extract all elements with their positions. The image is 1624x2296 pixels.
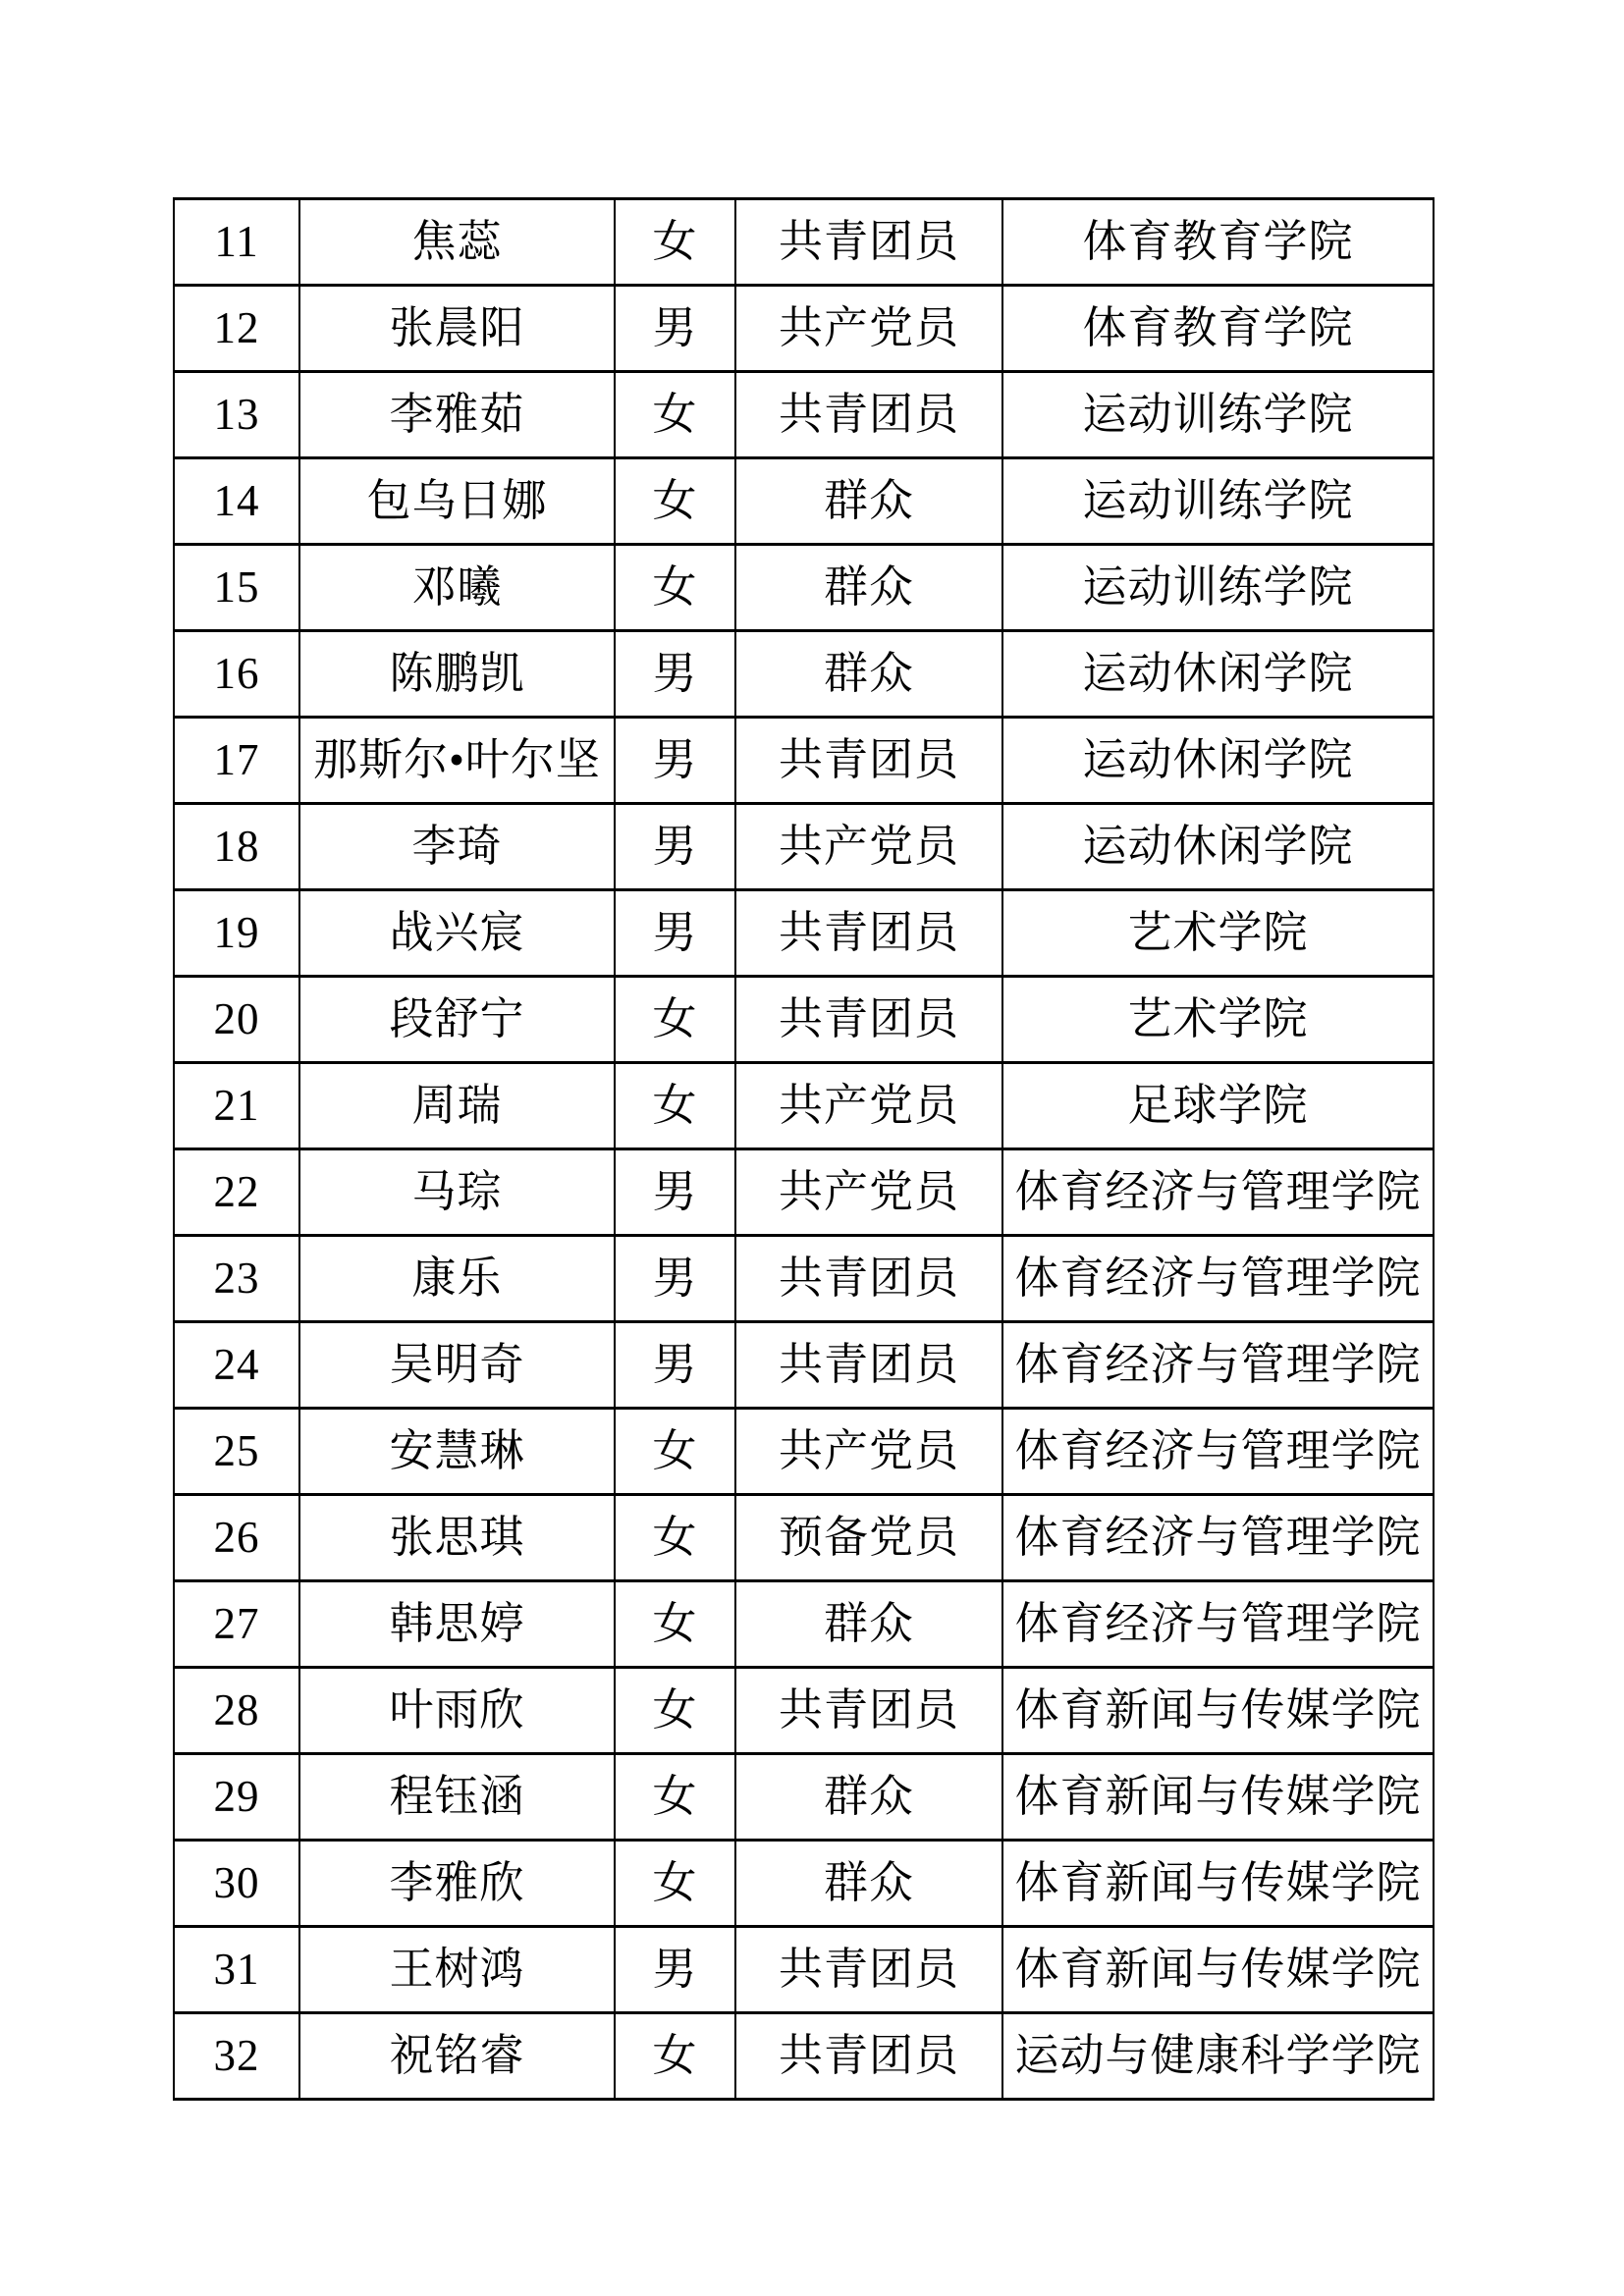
college-cell: 体育经济与管理学院 [1002, 1236, 1434, 1322]
college-cell: 运动与健康科学学院 [1002, 2013, 1434, 2100]
index-cell: 12 [174, 286, 299, 372]
political-status-cell: 共青团员 [735, 718, 1002, 804]
political-status-cell: 共青团员 [735, 977, 1002, 1063]
name-cell: 张晨阳 [299, 286, 615, 372]
gender-cell: 男 [615, 1149, 735, 1236]
index-cell: 22 [174, 1149, 299, 1236]
political-status-cell: 群众 [735, 1754, 1002, 1841]
political-status-cell: 群众 [735, 1841, 1002, 1927]
table-body [174, 199, 1434, 2100]
gender-cell: 女 [615, 1841, 735, 1927]
name-cell: 李雅茹 [299, 372, 615, 458]
college-cell: 运动训练学院 [1002, 458, 1434, 545]
table-row [174, 804, 1434, 890]
gender-cell: 男 [615, 1322, 735, 1409]
table-row [174, 286, 1434, 372]
table-row [174, 458, 1434, 545]
college-cell: 体育经济与管理学院 [1002, 1495, 1434, 1581]
index-cell: 11 [174, 199, 299, 286]
name-cell: 祝铭睿 [299, 2013, 615, 2100]
index-cell: 24 [174, 1322, 299, 1409]
name-cell: 程钰涵 [299, 1754, 615, 1841]
name-cell: 那斯尔•叶尔坚 [299, 718, 615, 804]
table-row [174, 199, 1434, 286]
political-status-cell: 共青团员 [735, 2013, 1002, 2100]
index-cell: 25 [174, 1409, 299, 1495]
college-cell: 艺术学院 [1002, 977, 1434, 1063]
gender-cell: 女 [615, 372, 735, 458]
political-status-cell: 共产党员 [735, 1063, 1002, 1149]
gender-cell: 女 [615, 977, 735, 1063]
gender-cell: 女 [615, 1668, 735, 1754]
table-row [174, 1236, 1434, 1322]
table-row [174, 631, 1434, 718]
college-cell: 体育新闻与传媒学院 [1002, 1668, 1434, 1754]
gender-cell: 女 [615, 1495, 735, 1581]
name-cell: 段舒宁 [299, 977, 615, 1063]
gender-cell: 男 [615, 1236, 735, 1322]
table-row [174, 1495, 1434, 1581]
index-cell: 28 [174, 1668, 299, 1754]
political-status-cell: 共青团员 [735, 199, 1002, 286]
name-cell: 周瑞 [299, 1063, 615, 1149]
political-status-cell: 共青团员 [735, 1322, 1002, 1409]
college-cell: 体育经济与管理学院 [1002, 1581, 1434, 1668]
political-status-cell: 共产党员 [735, 804, 1002, 890]
table-row [174, 545, 1434, 631]
name-cell: 焦蕊 [299, 199, 615, 286]
college-cell: 艺术学院 [1002, 890, 1434, 977]
name-cell: 吴明奇 [299, 1322, 615, 1409]
table-row [174, 372, 1434, 458]
gender-cell: 男 [615, 286, 735, 372]
gender-cell: 女 [615, 1581, 735, 1668]
table-row [174, 1754, 1434, 1841]
gender-cell: 男 [615, 718, 735, 804]
name-cell: 李琦 [299, 804, 615, 890]
table-row [174, 1322, 1434, 1409]
gender-cell: 女 [615, 1063, 735, 1149]
gender-cell: 男 [615, 804, 735, 890]
gender-cell: 男 [615, 890, 735, 977]
table-row [174, 718, 1434, 804]
political-status-cell: 共产党员 [735, 286, 1002, 372]
index-cell: 15 [174, 545, 299, 631]
name-cell: 韩思婷 [299, 1581, 615, 1668]
college-cell: 体育教育学院 [1002, 199, 1434, 286]
index-cell: 16 [174, 631, 299, 718]
political-status-cell: 共青团员 [735, 372, 1002, 458]
gender-cell: 女 [615, 199, 735, 286]
index-cell: 23 [174, 1236, 299, 1322]
political-status-cell: 共青团员 [735, 890, 1002, 977]
table-row [174, 1668, 1434, 1754]
table-row [174, 2013, 1434, 2100]
name-cell: 战兴宸 [299, 890, 615, 977]
index-cell: 27 [174, 1581, 299, 1668]
name-cell: 邓曦 [299, 545, 615, 631]
table-row [174, 1581, 1434, 1668]
gender-cell: 女 [615, 1409, 735, 1495]
index-cell: 14 [174, 458, 299, 545]
college-cell: 运动训练学院 [1002, 372, 1434, 458]
table-row [174, 890, 1434, 977]
college-cell: 运动休闲学院 [1002, 631, 1434, 718]
college-cell: 体育经济与管理学院 [1002, 1322, 1434, 1409]
index-cell: 21 [174, 1063, 299, 1149]
political-status-cell: 群众 [735, 631, 1002, 718]
college-cell: 体育经济与管理学院 [1002, 1409, 1434, 1495]
political-status-cell: 共青团员 [735, 1927, 1002, 2013]
table-row [174, 1149, 1434, 1236]
name-cell: 王树鸿 [299, 1927, 615, 2013]
political-status-cell: 共产党员 [735, 1149, 1002, 1236]
political-status-cell: 共青团员 [735, 1668, 1002, 1754]
gender-cell: 女 [615, 1754, 735, 1841]
college-cell: 运动训练学院 [1002, 545, 1434, 631]
index-cell: 29 [174, 1754, 299, 1841]
name-cell: 叶雨欣 [299, 1668, 615, 1754]
name-cell: 马琮 [299, 1149, 615, 1236]
political-status-cell: 群众 [735, 545, 1002, 631]
index-cell: 19 [174, 890, 299, 977]
political-status-cell: 预备党员 [735, 1495, 1002, 1581]
political-status-cell: 群众 [735, 458, 1002, 545]
name-cell: 张思琪 [299, 1495, 615, 1581]
gender-cell: 女 [615, 2013, 735, 2100]
table-row [174, 1841, 1434, 1927]
student-roster-table [173, 197, 1435, 2101]
college-cell: 运动休闲学院 [1002, 718, 1434, 804]
name-cell: 李雅欣 [299, 1841, 615, 1927]
name-cell: 包乌日娜 [299, 458, 615, 545]
college-cell: 体育教育学院 [1002, 286, 1434, 372]
index-cell: 32 [174, 2013, 299, 2100]
gender-cell: 女 [615, 458, 735, 545]
table-row [174, 1409, 1434, 1495]
name-cell: 安慧琳 [299, 1409, 615, 1495]
index-cell: 18 [174, 804, 299, 890]
political-status-cell: 共青团员 [735, 1236, 1002, 1322]
gender-cell: 女 [615, 545, 735, 631]
index-cell: 13 [174, 372, 299, 458]
gender-cell: 男 [615, 631, 735, 718]
index-cell: 26 [174, 1495, 299, 1581]
name-cell: 康乐 [299, 1236, 615, 1322]
college-cell: 体育新闻与传媒学院 [1002, 1754, 1434, 1841]
table-row [174, 1063, 1434, 1149]
political-status-cell: 共产党员 [735, 1409, 1002, 1495]
college-cell: 体育新闻与传媒学院 [1002, 1841, 1434, 1927]
table-row [174, 977, 1434, 1063]
index-cell: 17 [174, 718, 299, 804]
name-cell: 陈鹏凯 [299, 631, 615, 718]
index-cell: 30 [174, 1841, 299, 1927]
college-cell: 足球学院 [1002, 1063, 1434, 1149]
index-cell: 20 [174, 977, 299, 1063]
table-row [174, 1927, 1434, 2013]
college-cell: 运动休闲学院 [1002, 804, 1434, 890]
college-cell: 体育新闻与传媒学院 [1002, 1927, 1434, 2013]
index-cell: 31 [174, 1927, 299, 2013]
college-cell: 体育经济与管理学院 [1002, 1149, 1434, 1236]
gender-cell: 男 [615, 1927, 735, 2013]
political-status-cell: 群众 [735, 1581, 1002, 1668]
